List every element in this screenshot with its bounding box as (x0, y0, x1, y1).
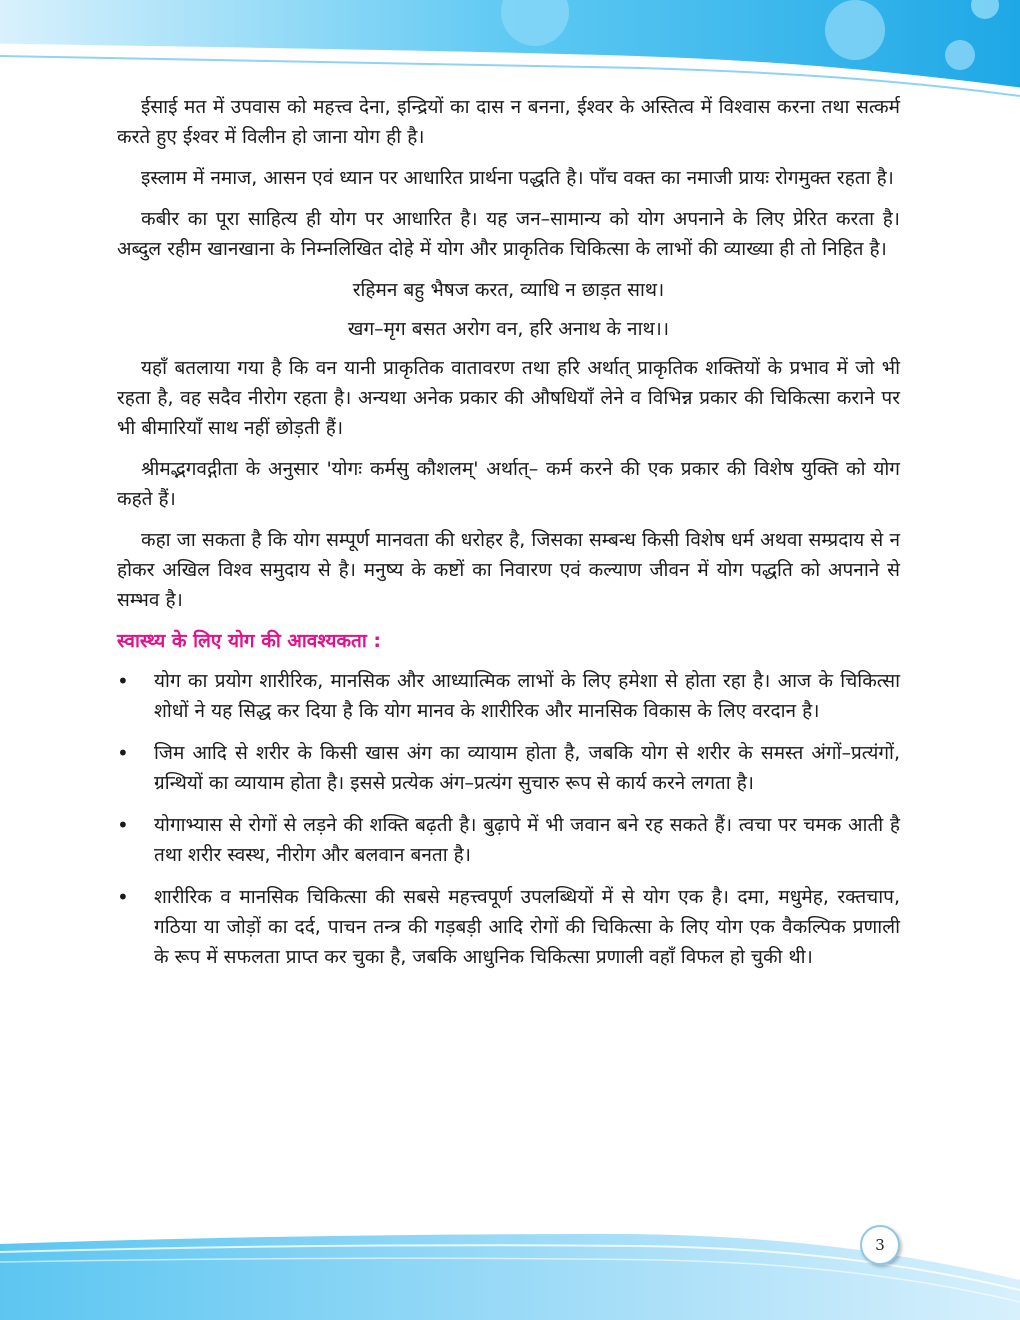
paragraph: श्रीमद्भगवद्गीता के अनुसार 'योगः कर्मसु कौशलम्' अर्थात्– कर्म करने की एक प्रकार की विशेष युक्ति को योग कहते हैं। (117, 458, 900, 510)
list-item-text: योगाभ्यास से रोगों से लड़ने की शक्ति बढ़ती है। बुढ़ापे में भी जवान बने रह सकते हैं। त्वचा पर चमक आती है तथा शरीर स्वस्थ, नीरोग और बलवान बनता है। (154, 814, 900, 866)
bullet-icon: • (117, 669, 129, 693)
list-item (117, 882, 900, 972)
bullet-icon: • (117, 741, 129, 765)
list-item-text: शारीरिक व मानसिक चिकित्सा की सबसे महत्त्वपूर्ण उपलब्धियों में से योग एक है। दमा, मधुमेह, रक्तचाप, गठिया या जोड़ों का दर्द, पाचन तन्त्र की गड़बड़ी आदि रोगों की चिकित्सा के लिए योग एक वैकल्पिक प्रणाली के रूप में सफलता प्राप्त कर चुका है, जबकि आधुनिक चिकित्सा प्रणाली वहाँ विफल हो चुकी थी। (154, 886, 900, 968)
list-item (117, 738, 900, 798)
bullet-list (117, 666, 900, 972)
list-item (117, 810, 900, 870)
bullet-icon: • (117, 813, 129, 837)
paragraph: ईसाई मत में उपवास को महत्त्व देना, इन्द्रियों का दास न बनना, ईश्वर के अस्तित्व में विश्वास करना तथा सत्कर्म करते हुए ईश्वर में विलीन हो जाना योग ही है। (117, 96, 900, 148)
list-item (117, 666, 900, 726)
doha-line: खग–मृग बसत अरोग वन, हरि अनाथ के नाथ।। (347, 318, 670, 340)
paragraph: यहाँ बतलाया गया है कि वन यानी प्राकृतिक वातावरण तथा हरि अर्थात् प्राकृतिक शक्तियों के प्रभाव में जो भी रहता है, वह सदैव नीरोग रहता है। अन्यथा अनेक प्रकार की औषधियाँ लेने व विभिन्न प्रकार की चिकित्सा कराने पर भी बीमारियाँ साथ नहीं छोड़ती हैं। (117, 357, 900, 439)
header-decorative-band (0, 0, 1020, 100)
bullet-icon: • (117, 885, 129, 909)
bubble-decoration (825, 0, 885, 60)
page-content (117, 92, 900, 984)
page-number: 3 (860, 1225, 900, 1265)
paragraph: कबीर का पूरा साहित्य ही योग पर आधारित है। यह जन–सामान्य को योग अपनाने के लिए प्रेरित करता है। अब्दुल रहीम खानखाना के निम्नलिखित दोहे में योग और प्राकृतिक चिकित्सा के लाभों की व्याख्या ही तो निहित है। (117, 208, 900, 260)
bubble-decoration (945, 40, 975, 70)
doha-line: रहिमन बहु भैषज करत, व्याधि न छाड़त साथ। (352, 279, 665, 301)
paragraph: कहा जा सकता है कि योग सम्पूर्ण मानवता की धरोहर है, जिसका सम्बन्ध किसी विशेष धर्म अथवा सम्प्रदाय से न होकर अखिल विश्व समुदाय से है। मनुष्य के कष्टों का निवारण एवं कल्याण जीवन में योग पद्धति को अपनाने से सम्भव है। (117, 529, 900, 611)
section-heading: स्वास्थ्य के लिए योग की आवश्यकता : (117, 630, 382, 652)
paragraph: इस्लाम में नमाज, आसन एवं ध्यान पर आधारित प्रार्थना पद्धति है। पाँच वक्त का नमाजी प्रायः रोगमुक्त रहता है। (141, 167, 894, 189)
list-item-text: जिम आदि से शरीर के किसी खास अंग का व्यायाम होता है, जबकि योग से शरीर के समस्त अंगों–प्रत्यंगों, ग्रन्थियों का व्यायाम होता है। इससे प्रत्येक अंग–प्रत्यंग सुचारु रूप से कार्य करने लगता है। (154, 742, 900, 794)
list-item-text: योग का प्रयोग शारीरिक, मानसिक और आध्यात्मिक लाभों के लिए हमेशा से होता रहा है। आज के चिकित्सा शोधों ने यह सिद्ध कर दिया है कि योग मानव के शारीरिक और मानसिक विकास के लिए वरदान है। (154, 670, 900, 722)
